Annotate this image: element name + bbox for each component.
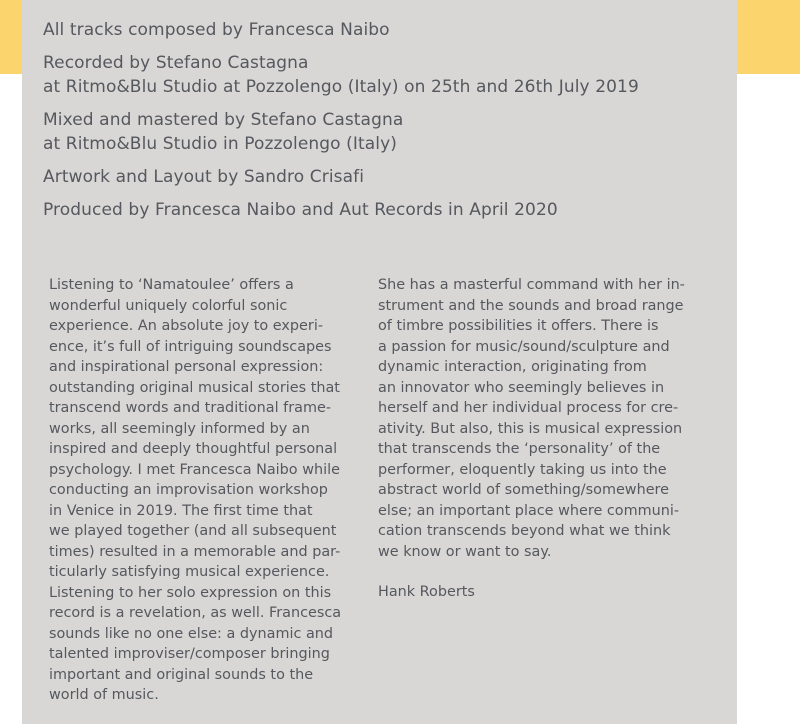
accent-bar-left <box>0 0 22 74</box>
text-line: we played together (and all subsequent <box>49 523 337 539</box>
text-line: ticularly satisfying musical experience. <box>49 564 330 580</box>
credit-line: at Ritmo&Blu Studio in Pozzolengo (Italy) <box>43 134 398 154</box>
text-line: outstanding original musical stories that <box>49 379 340 396</box>
liner-notes-right-column <box>378 275 708 603</box>
text-line: we know or want to say. <box>378 543 552 560</box>
credit-line: Mixed and mastered by Stefano Castagna <box>43 110 404 130</box>
text-line: psychology. I met Francesca Naibo while <box>49 461 340 478</box>
liner-notes-left-column <box>49 275 359 706</box>
text-line: record is a revelation, as well. Francesca <box>49 605 342 621</box>
text-line: works, all seemingly informed by an <box>49 420 310 437</box>
text-line: abstract world of something/somewhere <box>378 482 670 498</box>
author-signature: Hank Roberts <box>378 584 475 600</box>
liner-notes-panel <box>22 0 737 724</box>
text-line: strument and the sounds and broad range <box>378 297 684 314</box>
credit-composer <box>43 18 723 42</box>
credit-artwork <box>43 165 723 189</box>
text-line: in Venice in 2019. The first time that <box>49 502 313 519</box>
credit-line: All tracks composed by Francesca Naibo <box>43 20 390 40</box>
text-line: Listening to ‘Namatoulee’ offers a <box>49 277 294 293</box>
text-line: else; an important place where communi- <box>378 502 680 519</box>
text-line: dynamic interaction, originating from <box>378 359 647 375</box>
text-line: talented improviser/composer bringing <box>49 646 330 662</box>
text-line: sounds like no one else: a dynamic and <box>49 625 334 642</box>
text-line: experience. An absolute joy to experi- <box>49 318 324 334</box>
credit-line: Recorded by Stefano Castagna <box>43 53 309 73</box>
credit-line: at Ritmo&Blu Studio at Pozzolengo (Italy) on 25th and 26th July 2019 <box>43 77 639 97</box>
credit-line: Artwork and Layout by Sandro Crisafi <box>43 167 365 187</box>
text-line: inspired and deeply thoughtful personal <box>49 441 338 457</box>
text-line: wonderful uniquely colorful sonic <box>49 297 288 314</box>
text-line: ativity. But also, this is musical expression <box>378 420 683 437</box>
text-line: an innovator who seemingly believes in <box>378 379 665 396</box>
text-line: Listening to her solo expression on this <box>49 584 332 601</box>
credits-section <box>43 18 723 231</box>
text-line: important and original sounds to the <box>49 666 314 683</box>
text-line: cation transcends beyond what we think <box>378 523 671 539</box>
credit-mixing <box>43 108 723 156</box>
text-line: that transcends the ‘personality’ of the <box>378 441 661 457</box>
text-line: of timbre possibilities it offers. There is <box>378 318 659 334</box>
text-line: a passion for music/sound/sculpture and <box>378 338 670 355</box>
accent-bar-right <box>737 0 800 74</box>
text-line: times) resulted in a memorable and par- <box>49 543 341 560</box>
text-line: and inspirational personal expression: <box>49 359 324 375</box>
text-line: world of music. <box>49 687 159 703</box>
credit-line: Produced by Francesca Naibo and Aut Records in April 2020 <box>43 200 558 220</box>
text-line: ence, it’s full of intriguing soundscapes <box>49 338 332 355</box>
text-line: transcend words and traditional frame- <box>49 400 332 416</box>
credit-recording <box>43 51 723 99</box>
text-line: conducting an improvisation workshop <box>49 482 328 498</box>
credit-producer <box>43 198 723 222</box>
text-line: She has a masterful command with her in- <box>378 277 685 293</box>
text-line: performer, eloquently taking us into the <box>378 461 667 478</box>
text-line: herself and her individual process for cre- <box>378 400 679 416</box>
